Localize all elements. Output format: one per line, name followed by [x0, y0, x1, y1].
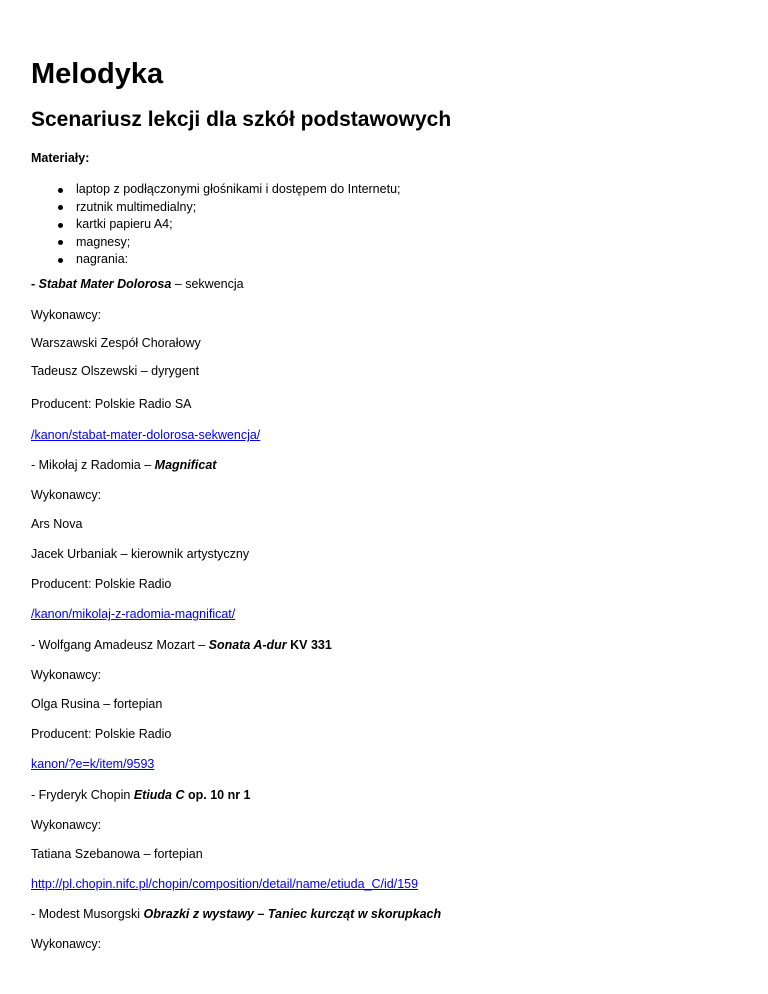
recording-link[interactable]: http://pl.chopin.nifc.pl/chopin/composition/detail/name/etiuda_C/id/159 — [31, 877, 419, 891]
bullet-icon — [58, 240, 63, 245]
list-item-text: laptop z podłączonymi głośnikami i dostępem do Internetu; — [76, 182, 401, 196]
materials-list — [31, 181, 401, 269]
recording-link[interactable]: /kanon/stabat-mater-dolorosa-sekwencja/ — [31, 428, 261, 442]
recording-work-suffix: op. 10 nr 1 — [184, 788, 251, 802]
performer: Jacek Urbaniak – kierownik artystyczny — [31, 547, 250, 561]
recording-work-title: Sonata A-dur — [208, 638, 287, 652]
recording-3-link-line — [31, 756, 154, 772]
recording-work-suffix: KV 331 — [286, 638, 332, 652]
recording-prefix: - Wolfgang Amadeusz Mozart – — [31, 638, 209, 652]
recording-2-heading — [31, 457, 216, 473]
recording-work-title: Obrazki z wystawy – Taniec kurcząt w skorupkach — [143, 907, 442, 921]
materials-label: Materiały: — [31, 151, 90, 165]
recording-prefix: - Mikołaj z Radomia – — [31, 458, 155, 472]
recording-link[interactable]: /kanon/mikolaj-z-radomia-magnificat/ — [31, 607, 236, 621]
performers-label: Wykonawcy: — [31, 488, 102, 502]
bullet-icon — [58, 205, 63, 210]
recording-work-title: Magnificat — [154, 458, 217, 472]
recording-1-heading — [31, 276, 244, 292]
recording-suffix: – sekwencja — [171, 277, 244, 291]
list-item — [31, 216, 401, 234]
list-item-text: magnesy; — [76, 234, 131, 249]
producer: Producent: Polskie Radio SA — [31, 397, 192, 411]
list-item — [31, 181, 401, 199]
performers-label: Wykonawcy: — [31, 937, 102, 951]
producer: Producent: Polskie Radio — [31, 577, 172, 591]
recording-1-link-line — [31, 427, 260, 443]
recording-prefix: - Fryderyk Chopin — [31, 788, 134, 802]
recording-prefix: - Modest Musorgski — [31, 907, 144, 921]
list-item — [31, 251, 401, 269]
recording-3-heading — [31, 637, 332, 653]
performer: Warszawski Zespół Chorałowy — [31, 336, 201, 350]
performer: Tadeusz Olszewski – dyrygent — [31, 364, 200, 378]
recording-5-heading — [31, 906, 441, 922]
page-title: Melodyka — [31, 58, 164, 90]
list-item-text: rzutnik multimedialny; — [76, 199, 197, 214]
list-item — [31, 199, 401, 217]
list-item-text: kartki papieru A4; — [76, 217, 173, 231]
recording-link[interactable]: kanon/?e=k/item/9593 — [31, 757, 155, 771]
page-subtitle: Scenariusz lekcji dla szkół podstawowych — [31, 108, 452, 131]
recording-4-heading — [31, 787, 251, 803]
performers-label: Wykonawcy: — [31, 308, 102, 322]
producer: Producent: Polskie Radio — [31, 727, 172, 741]
recording-4-link-line — [31, 876, 418, 892]
bullet-icon — [58, 258, 63, 263]
recording-work-title: Stabat Mater Dolorosa — [38, 277, 172, 291]
bullet-icon — [58, 223, 63, 228]
performer: Tatiana Szebanowa – fortepian — [31, 847, 203, 861]
recording-prefix: - — [31, 277, 39, 291]
performer: Ars Nova — [31, 517, 83, 531]
recording-2-link-line — [31, 606, 235, 622]
list-item-text: nagrania: — [76, 252, 129, 266]
performers-label: Wykonawcy: — [31, 668, 102, 682]
list-item — [31, 234, 401, 252]
performer: Olga Rusina – fortepian — [31, 697, 163, 711]
performers-label: Wykonawcy: — [31, 818, 102, 832]
bullet-icon — [58, 188, 63, 193]
recording-work-title: Etiuda C — [133, 788, 185, 802]
